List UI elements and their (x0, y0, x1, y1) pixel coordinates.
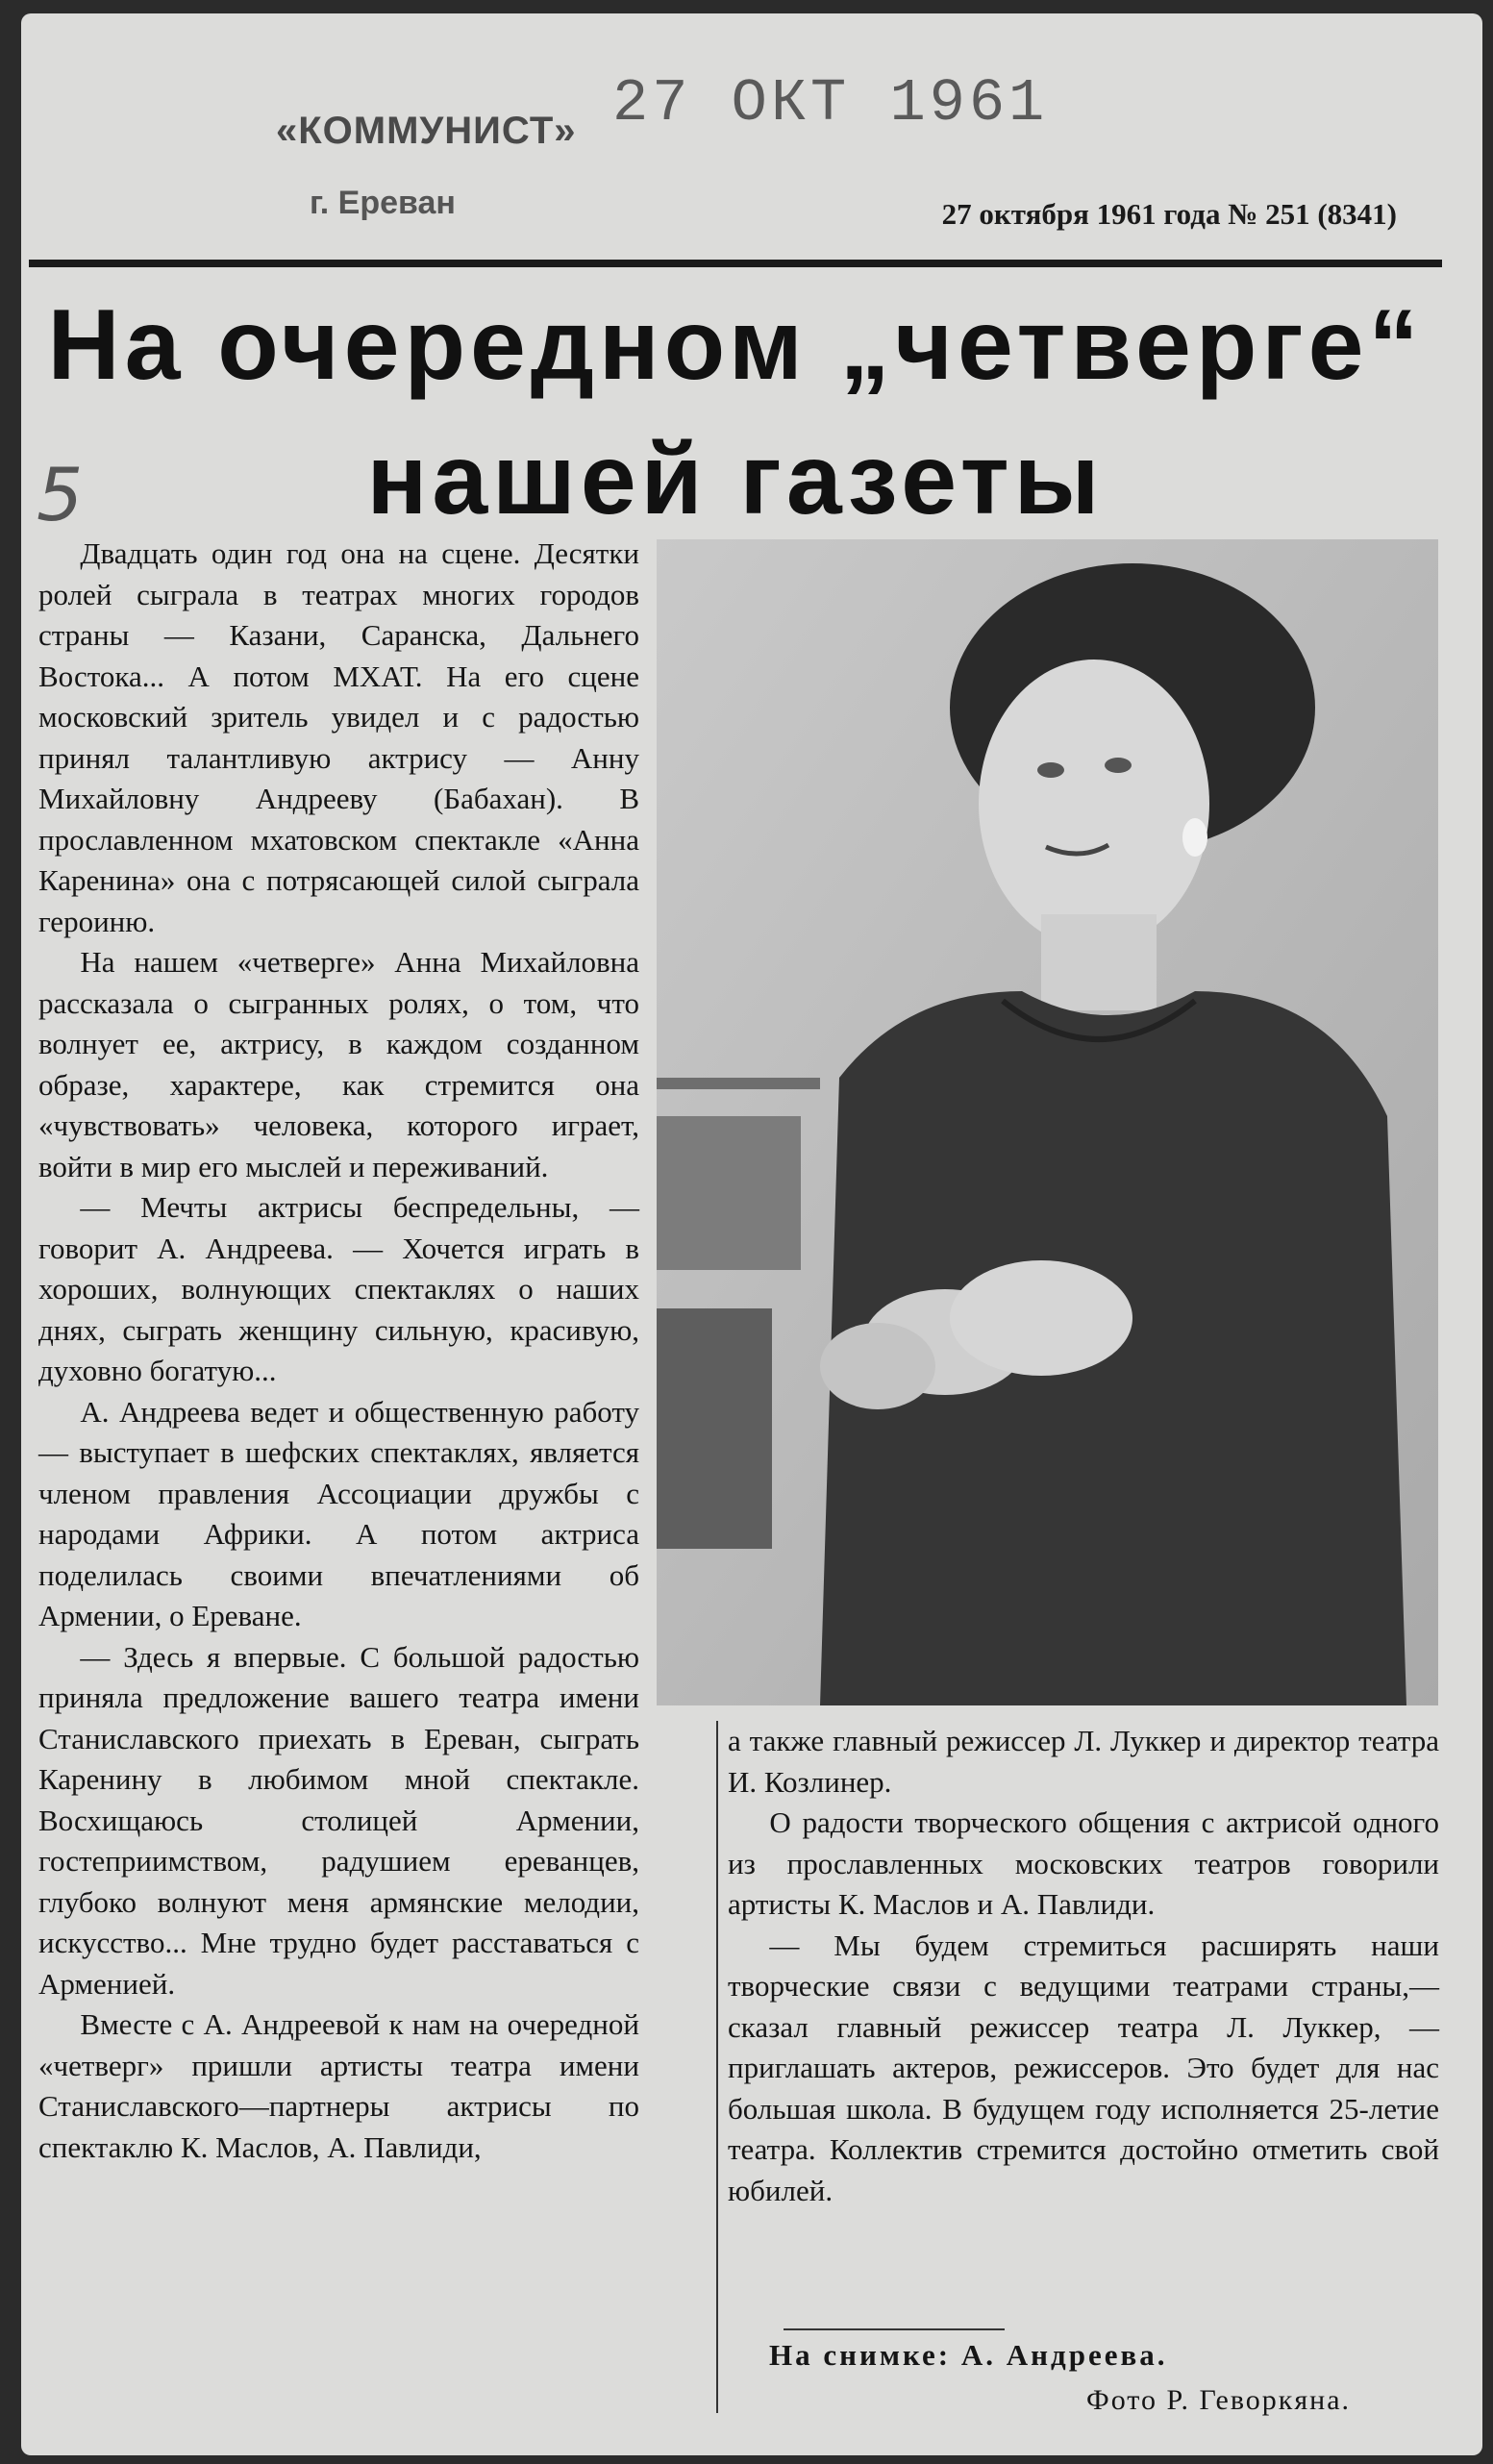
paragraph: На нашем «четверге» Анна Михайловна рассказала о сыгранных ролях, о том, что волнует ее, актрису, в каждом созданном образе, характере, как стремится она «чувствовать» человека, которого играет, войти в мир его мыслей и переживаний. (38, 945, 639, 1183)
paragraph: Двадцать один год она на сцене. Десятки ролей сыграла в театрах многих городов страны — Казани, Саранска, Дальнего Востока... А потом МХАТ. На его сцене московский зритель увидел и с радостью принял талантливую актрису — Анну Михайловну Андрееву (Бабахан). В прославленном мхатовском спектакле «Анна Каренина» она с потрясающей силой сыграла героиню. (38, 536, 639, 938)
photo-credit: Фото Р. Геворкяна. (1086, 2384, 1352, 2416)
headline-line-2: нашей газеты (366, 424, 1105, 535)
caption-rule (784, 2328, 1005, 2330)
header-rule (29, 260, 1442, 267)
photo-caption: На снимке: А. Андреева. (769, 2338, 1168, 2372)
right-column (728, 1721, 1439, 2211)
paragraph: О радости творческого общения с актрисой одного из прославленных московских театров говорили артисты К. Маслов и А. Павлиди. (728, 1805, 1439, 1921)
portrait-photo-illustration (657, 539, 1438, 1705)
headline-line-1: На очередном „четверге“ (47, 289, 1424, 401)
paragraph: — Мы будем стремиться расширять наши творческие связи с ведущими театрами страны,—сказал главный режиссер театра Л. Луккер, — приглашать актеров, режиссеров. Это будет для нас большая школа. В будущем году исполняется 25-летие театра. Коллектив стремится достойно отметить свой юбилей. (728, 1928, 1439, 2207)
newspaper-name-stamp: «КОММУНИСТ» (276, 110, 577, 152)
date-stamp: 27 ОКТ 1961 (612, 69, 1049, 137)
pencil-mark: 5 (37, 452, 84, 537)
paragraph: а также главный режиссер Л. Луккер и директор театра И. Козлинер. (728, 1724, 1439, 1799)
portrait-photo (657, 539, 1438, 1705)
paragraph: Вместе с А. Андреевой к нам на очередной «четверг» пришли артисты театра имени Станиславского—партнеры актрисы по спектаклю К. Маслов, А. Павлиди, (38, 2007, 639, 2164)
paragraph: — Мечты актрисы беспредельны, — говорит А. Андреева. — Хочется играть в хороших, волнующих спектаклях о наших днях, сыграть женщину сильную, красивую, духовно богатую... (38, 1190, 639, 1387)
city-stamp: г. Ереван (310, 185, 456, 221)
paragraph: А. Андреева ведет и общественную работу — выступает в шефских спектаклях, является членом правления Ассоциации дружбы с народами Африки. А потом актриса поделилась своими впечатлениями об Армении, о Ереване. (38, 1394, 639, 1632)
left-column (38, 534, 639, 2168)
column-divider (716, 1721, 718, 2413)
issue-line: 27 октября 1961 года № 251 (8341) (941, 197, 1397, 231)
paragraph: — Здесь я впервые. С большой радостью приняла предложение вашего театра имени Станиславского приехать в Ереван, сыграть Каренину в любимом мной спектакле. Восхищаюсь столицей Армении, гостеприимством, радушием ереванцев, глубоко волнуют меня армянские мелодии, искусство... Мне трудно будет расставаться с Арменией. (38, 1639, 639, 2001)
